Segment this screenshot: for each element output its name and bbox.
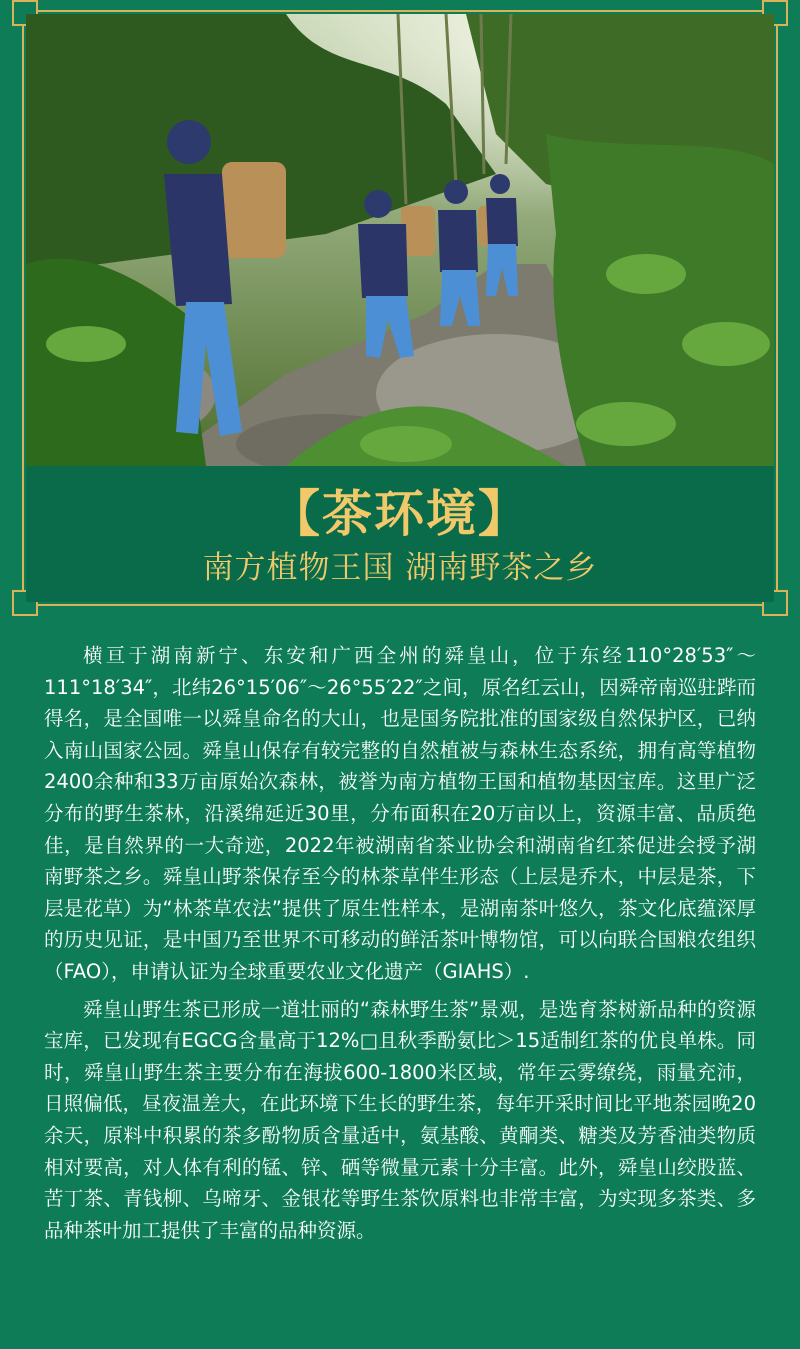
article-paragraph: 横亘于湖南新宁、东安和广西全州的舜皇山，位于东经110°28′53″～111°18′34″，北纬26°15′06″～26°55′22″之间，原名红云山，因舜帝南巡驻跸而得名，是全国唯一以舜皇命名的大山，也是国务院批准的国家级自然保护区，已纳入南山国家公园。舜皇山保存有较完整的自然植被与森林生态系统，拥有高等植物2400余种和33万亩原始次森林，被誉为南方植物王国和植物基因宝库。这里广泛分布的野生茶林，沿溪绵延近30里，分布面积在20万亩以上，资源丰富、品质绝佳，是自然界的一大奇迹，2022年被湖南省茶业协会和湖南省红茶促进会授予湖南野茶之乡。舜皇山野茶保存至今的林茶草伴生形态（上层是乔木，中层是茶，下层是花草）为“林茶草农法”提供了原生性样本，是湖南茶叶悠久，茶文化底蕴深厚的历史见证，是中国乃至世界不可移动的鲜活茶叶博物馆，可以向联合国粮农组织（FAO），申请认证为全球重要农业文化遗产（GIAHS）. bbox=[44, 644, 756, 983]
section-subtitle: 南方植物王国 湖南野茶之乡 bbox=[202, 550, 598, 586]
section-title: 【茶环境】 bbox=[270, 484, 530, 543]
title-band bbox=[26, 466, 774, 602]
tea-pickers-forest-photo bbox=[26, 14, 774, 466]
article-paragraph: 舜皇山野生茶已形成一道壮丽的“森林野生茶”景观，是选育茶树新品种的资源宝库，已发现有EGCG含量高于12%□且秋季酚氨比＞15适制红茶的优良单株。同时，舜皇山野生茶主要分布在海拔600-1800米区域，常年云雾缭绕，雨量充沛，日照偏低，昼夜温差大，在此环境下生长的野生茶，每年开采时间比平地茶园晚20余天，原料中积累的茶多酚物质含量适中，氨基酸、黄酮类、糖类及芳香油类物质相对要高，对人体有利的锰、锌、硒等微量元素十分丰富。此外，舜皇山绞股蓝、苦丁茶、青钱柳、乌啼牙、金银花等野生茶饮原料也非常丰富，为实现多茶类、多品种茶叶加工提供了丰富的品种资源。 bbox=[44, 997, 756, 1242]
article-body bbox=[44, 640, 756, 1252]
photo-illustration bbox=[26, 14, 774, 466]
